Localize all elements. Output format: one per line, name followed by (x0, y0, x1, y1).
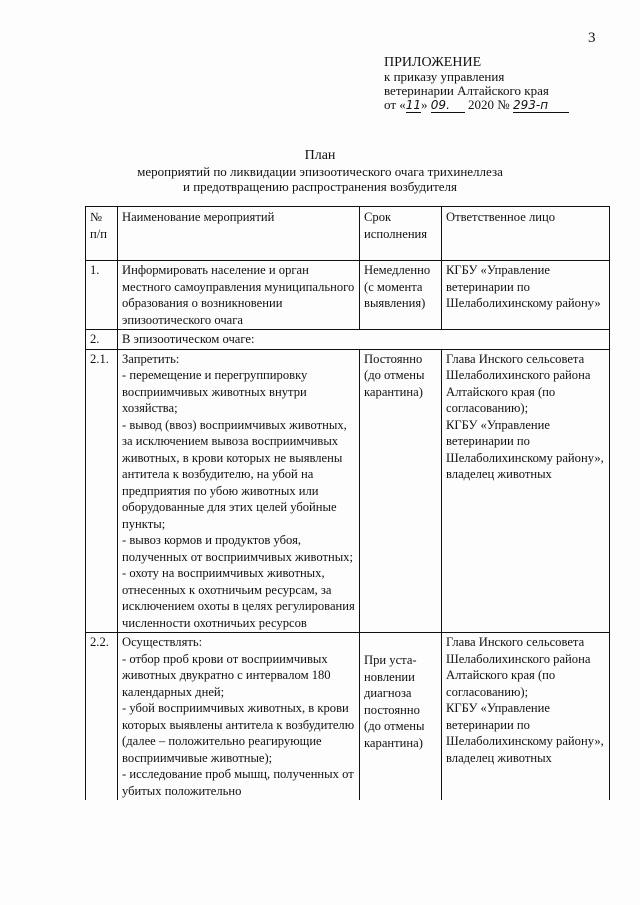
plan-table (85, 206, 610, 800)
table-row (86, 330, 610, 350)
date-mid: » (421, 97, 431, 112)
row-responsible: Глава Инского сельсовета Шелаболихинского района Алтайского края (по согласованию); КГБУ «Управление ветеринарии по Шелаболихинскому району», владелец животных (442, 349, 610, 633)
row-number: 1. (86, 261, 118, 330)
date-day: 11 (405, 98, 422, 112)
plan-subtitle-1: мероприятий по ликвидации эпизоотического очага трихинеллеза (137, 164, 503, 179)
appendix-title: ПРИЛОЖЕНИЕ (384, 55, 482, 70)
row-responsible: КГБУ «Управление ветеринарии по Шелаболихинскому району» (442, 261, 610, 330)
plan-subtitle-2: и предотвращению распространения возбудителя (183, 179, 457, 194)
row-measure: Информировать население и орган местного самоуправления муниципального образования о возникновении эпизоотического очага (118, 261, 360, 330)
row-section-heading: В эпизоотическом очаге: (118, 330, 610, 350)
appendix-line-2: ветеринарии Алтайского края (384, 83, 549, 98)
order-number: 293-п (513, 98, 569, 113)
appendix-line-1: к приказу управления (384, 69, 505, 84)
header-term: Срок исполнения (360, 207, 442, 261)
header-responsible: Ответственное лицо (442, 207, 610, 261)
row-term: Постоянно (до отмены карантина) (360, 349, 442, 633)
appendix-date-line (384, 98, 569, 113)
date-prefix: от « (384, 97, 406, 112)
row-responsible: Глава Инского сельсовета Шелаболихинского района Алтайского края (по согласованию); КГБУ «Управление ветеринарии по Шелаболихинскому району», владелец животных (442, 633, 610, 801)
page-number: 3 (588, 30, 596, 46)
row-term: Немедленно (с момента выявления) (360, 261, 442, 330)
date-suffix: 2020 № (464, 97, 510, 112)
row-term: При уста- новлении диагноза постоянно (до отмены карантина) (360, 633, 442, 801)
table-row (86, 633, 610, 801)
row-measure: Осуществлять: - отбор проб крови от восприимчивых животных двукратно с интервалом 180 календарных дней; - убой восприимчивых животных, в крови которых выявлены антитела к возбудителю (далее – положительно реагирующие восприимчивые животные); - исследование проб мышц, полученных от убитых положительно (118, 633, 360, 801)
appendix-block (384, 56, 569, 113)
table-header-row (86, 207, 610, 261)
table-row (86, 349, 610, 633)
header-num: № п/п (86, 207, 118, 261)
date-month: 09. (431, 98, 465, 113)
row-number: 2. (86, 330, 118, 350)
row-number: 2.2. (86, 633, 118, 801)
row-measure: Запретить: - перемещение и перегруппировку восприимчивых животных внутри хозяйства; - вывод (ввоз) восприимчивых животных, за исключением вывоза восприимчивых животных, в крови которых не выявлены антитела к возбудителю, на убой на предприятия по убою животных или оборудованные для этих целей убойные пункты; - вывоз кормов и продуктов убоя, полученных от восприимчивых животных; - охоту на восприимчивых животных, отнесенных к охотничьим ресурсам, за исключением охоты в целях регулирования численности охотничьих ресурсов (118, 349, 360, 633)
plan-title: План (304, 148, 336, 163)
table-row (86, 261, 610, 330)
row-number: 2.1. (86, 349, 118, 633)
header-name: Наименование мероприятий (118, 207, 360, 261)
